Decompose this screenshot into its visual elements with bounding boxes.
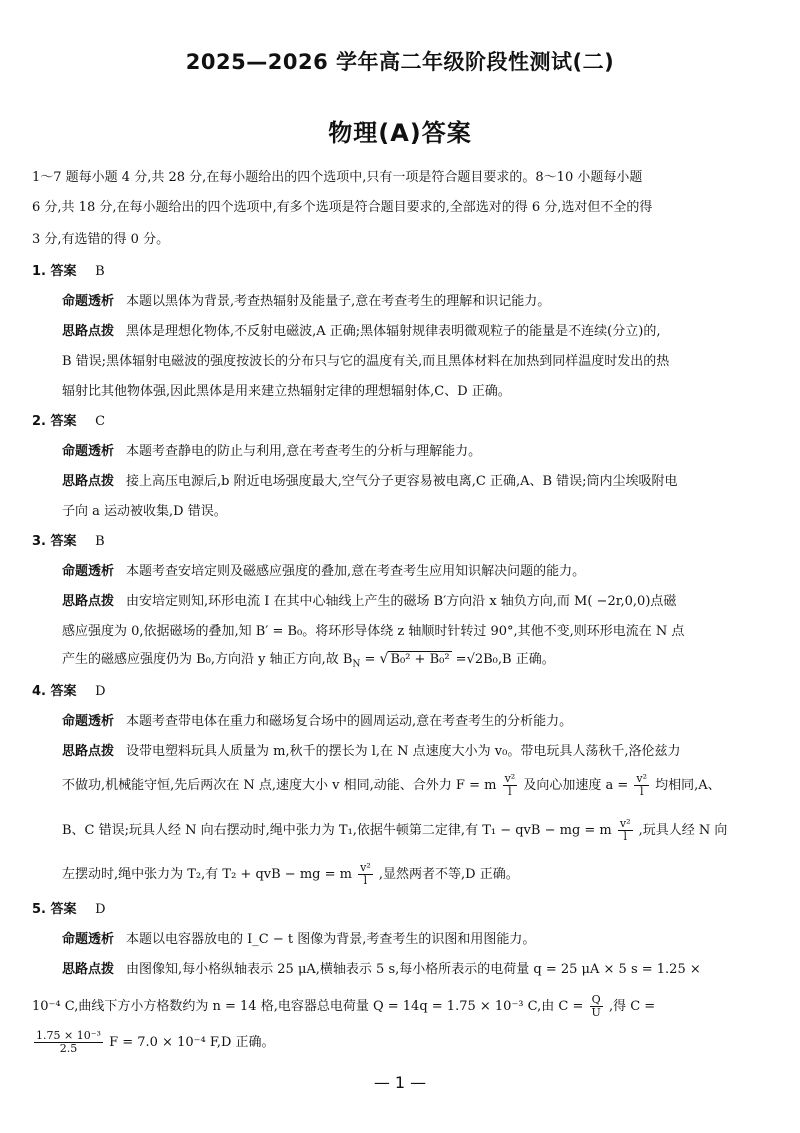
- hint-text-end: =√2B₀,B 正确。: [451, 652, 555, 667]
- fraction-v2-over-l: [634, 773, 649, 798]
- question-5-intent: [62, 928, 535, 947]
- intent-text: 本题以电容器放电的 I_C − t 图像为背景,考查考生的识图和用图能力。: [126, 932, 536, 947]
- question-1-hint-line-1: [62, 320, 660, 339]
- intent-label: 命题透析: [62, 714, 115, 729]
- sqrt-radicand: B₀² + B₀²: [390, 652, 450, 667]
- fraction-charge-over-voltage: [34, 1030, 103, 1055]
- question-1-header: [32, 260, 105, 279]
- question-5-hint-line-1: [62, 958, 701, 977]
- question-5-hint-line-2: [32, 994, 655, 1019]
- hint-text: B、C 错误;玩具人经 N 向右摆动时,绳中张力为 T₁,依据牛顿第二定律,有 T₁ − qvB − mg = m: [62, 823, 612, 838]
- hint-text: ,得 C =: [608, 999, 656, 1014]
- hint-label: 思路点拨: [62, 962, 115, 977]
- fraction-numerator: v²: [360, 861, 371, 874]
- question-4-hint-line-4: [62, 862, 519, 887]
- question-3-hint-line-1: [62, 590, 676, 609]
- intent-text: 本题以黑体为背景,考查热辐射及能量子,意在考查考生的理解和识记能力。: [126, 294, 551, 309]
- answer-value: D: [95, 902, 106, 917]
- intent-label: 命题透析: [62, 294, 115, 309]
- sqrt-sign: √: [379, 651, 389, 667]
- hint-label: 思路点拨: [62, 744, 115, 759]
- answer-label: 答案: [50, 414, 77, 429]
- hint-text: 左摆动时,绳中张力为 T₂,有 T₂ + qvB − mg = m: [62, 867, 352, 882]
- question-4-header: [32, 680, 106, 699]
- answer-value: B: [95, 534, 105, 549]
- intro-line-1: 1～7 题每小题 4 分,共 28 分,在每小题给出的四个选项中,只有一项是符合题目要求的。8～10 小题每小题: [32, 170, 643, 185]
- question-number: 3.: [32, 534, 46, 549]
- hint-text: 由安培定则知,环形电流 I 在其中心轴线上产生的磁场 B′方向沿 x 轴负方向,而 M( −2r,0,0)点磁: [126, 594, 677, 609]
- intent-text: 本题考查安培定则及磁感应强度的叠加,意在考查考生应用知识解决问题的能力。: [126, 564, 586, 579]
- hint-text: F = 7.0 × 10⁻⁴ F,D 正确。: [109, 1035, 275, 1050]
- question-2-hint-line-2: 子向 a 运动被收集,D 错误。: [62, 504, 227, 519]
- intent-text: 本题考查带电体在重力和磁场复合场中的圆周运动,意在考查考生的分析能力。: [126, 714, 573, 729]
- fraction-numerator: v²: [619, 817, 631, 830]
- answer-label: 答案: [50, 534, 77, 549]
- question-number: 5.: [32, 902, 46, 917]
- question-4-hint-line-1: [62, 740, 681, 759]
- answer-value: C: [95, 414, 106, 429]
- subscript-n: N: [352, 659, 361, 670]
- hint-text: ,玩具人经 N 向: [638, 823, 728, 838]
- answer-value: D: [95, 684, 106, 699]
- intent-label: 命题透析: [62, 932, 115, 947]
- question-4-hint-line-2: [62, 773, 721, 798]
- answer-label: 答案: [50, 684, 77, 699]
- question-1-hint-line-2: B 错误;黑体辐射电磁波的强度按波长的分布只与它的温度有关,而且黑体材料在加热到同样温度时发出的热: [62, 354, 670, 369]
- fraction-numerator: Q: [590, 994, 603, 1007]
- hint-text: 10⁻⁴ C,曲线下方小方格数约为 n = 14 格,电容器总电荷量 Q = 14q = 1.75 × 10⁻³ C,由 C =: [32, 999, 584, 1014]
- intent-label: 命题透析: [62, 564, 115, 579]
- hint-text: 设带电塑料玩具人质量为 m,秋千的摆长为 l,在 N 点速度大小为 v₀。带电玩具人荡秋千,洛伦兹力: [126, 744, 681, 759]
- answer-value: B: [95, 264, 105, 279]
- fraction-denominator: l: [639, 785, 644, 798]
- fraction-q-over-u: [590, 994, 603, 1019]
- page-number: — 1 —: [373, 1073, 427, 1092]
- question-5-header: [32, 898, 106, 917]
- question-number: 2.: [32, 414, 46, 429]
- fraction-v2-over-l: [618, 818, 633, 843]
- question-2-header: [32, 410, 105, 429]
- question-4-hint-line-3: [62, 818, 727, 843]
- fraction-v2-over-l: [503, 773, 518, 798]
- fraction-denominator: l: [508, 785, 512, 798]
- fraction-numerator: v²: [504, 772, 516, 785]
- fraction-denominator: 2.5: [59, 1042, 78, 1055]
- fraction-denominator: U: [591, 1006, 601, 1019]
- question-4-intent: [62, 710, 572, 729]
- question-5-hint-line-3: [32, 1030, 275, 1055]
- question-2-intent: [62, 440, 481, 459]
- intro-line-3: 3 分,有选错的得 0 分。: [32, 232, 170, 247]
- question-3-intent: [62, 560, 585, 579]
- hint-label: 思路点拨: [62, 324, 115, 339]
- question-1-intent: [62, 290, 550, 309]
- fraction-numerator: v²: [636, 772, 648, 785]
- fraction-denominator: l: [363, 874, 368, 887]
- hint-label: 思路点拨: [62, 594, 115, 609]
- question-3-hint-line-3: [62, 648, 555, 670]
- exam-title: 2025—2026 学年高二年级阶段性测试(二): [185, 50, 615, 74]
- hint-text: 接上高压电源后,b 附近电场强度最大,空气分子更容易被电离,C 正确,A、B 错误;筒内尘埃吸附电: [126, 474, 678, 489]
- fraction-v2-over-l: [358, 862, 373, 887]
- intro-line-2: 6 分,共 18 分,在每小题给出的四个选项中,有多个选项是符合题目要求的,全部选对的得 6 分,选对但不全的得: [32, 200, 653, 215]
- hint-text: 产生的磁感应强度仍为 B₀,方向沿 y 轴正方向,故 B: [62, 652, 353, 667]
- intent-text: 本题考查静电的防止与利用,意在考查考生的分析与理解能力。: [126, 444, 482, 459]
- hint-text: 不做功,机械能守恒,先后两次在 N 点,速度大小 v 相同,动能、合外力 F = m: [62, 778, 497, 793]
- hint-text: ,显然两者不等,D 正确。: [378, 867, 519, 882]
- question-3-hint-line-2: 感应强度为 0,依据磁场的叠加,知 B′ = B₀。将环形导体绕 z 轴顺时针转过 90°,其他不变,则环形电流在 N 点: [62, 624, 685, 639]
- hint-text: 及向心加速度 a =: [523, 778, 629, 793]
- answer-label: 答案: [50, 902, 77, 917]
- hint-text: 均相同,A、: [655, 778, 721, 793]
- question-3-header: [32, 530, 105, 549]
- question-2-hint-line-1: [62, 470, 678, 489]
- fraction-numerator: 1.75 × 10⁻³: [36, 1029, 101, 1042]
- question-number: 1.: [32, 264, 46, 279]
- question-1-hint-line-3: 辐射比其他物体强,因此黑体是用来建立热辐射定律的理想辐射体,C、D 正确。: [62, 384, 511, 399]
- hint-text: 由图像知,每小格纵轴表示 25 μA,横轴表示 5 s,每小格所表示的电荷量 q = 25 μA × 5 s = 1.25 ×: [126, 962, 701, 977]
- equals-sign: =: [360, 652, 380, 667]
- hint-label: 思路点拨: [62, 474, 115, 489]
- answer-label: 答案: [50, 264, 77, 279]
- intent-label: 命题透析: [62, 444, 115, 459]
- fraction-denominator: l: [623, 830, 627, 843]
- hint-text: 黑体是理想化物体,不反射电磁波,A 正确;黑体辐射规律表明微观粒子的能量是不连续(分立)的,: [126, 324, 661, 339]
- exam-subtitle: 物理(A)答案: [328, 119, 472, 147]
- question-number: 4.: [32, 684, 46, 699]
